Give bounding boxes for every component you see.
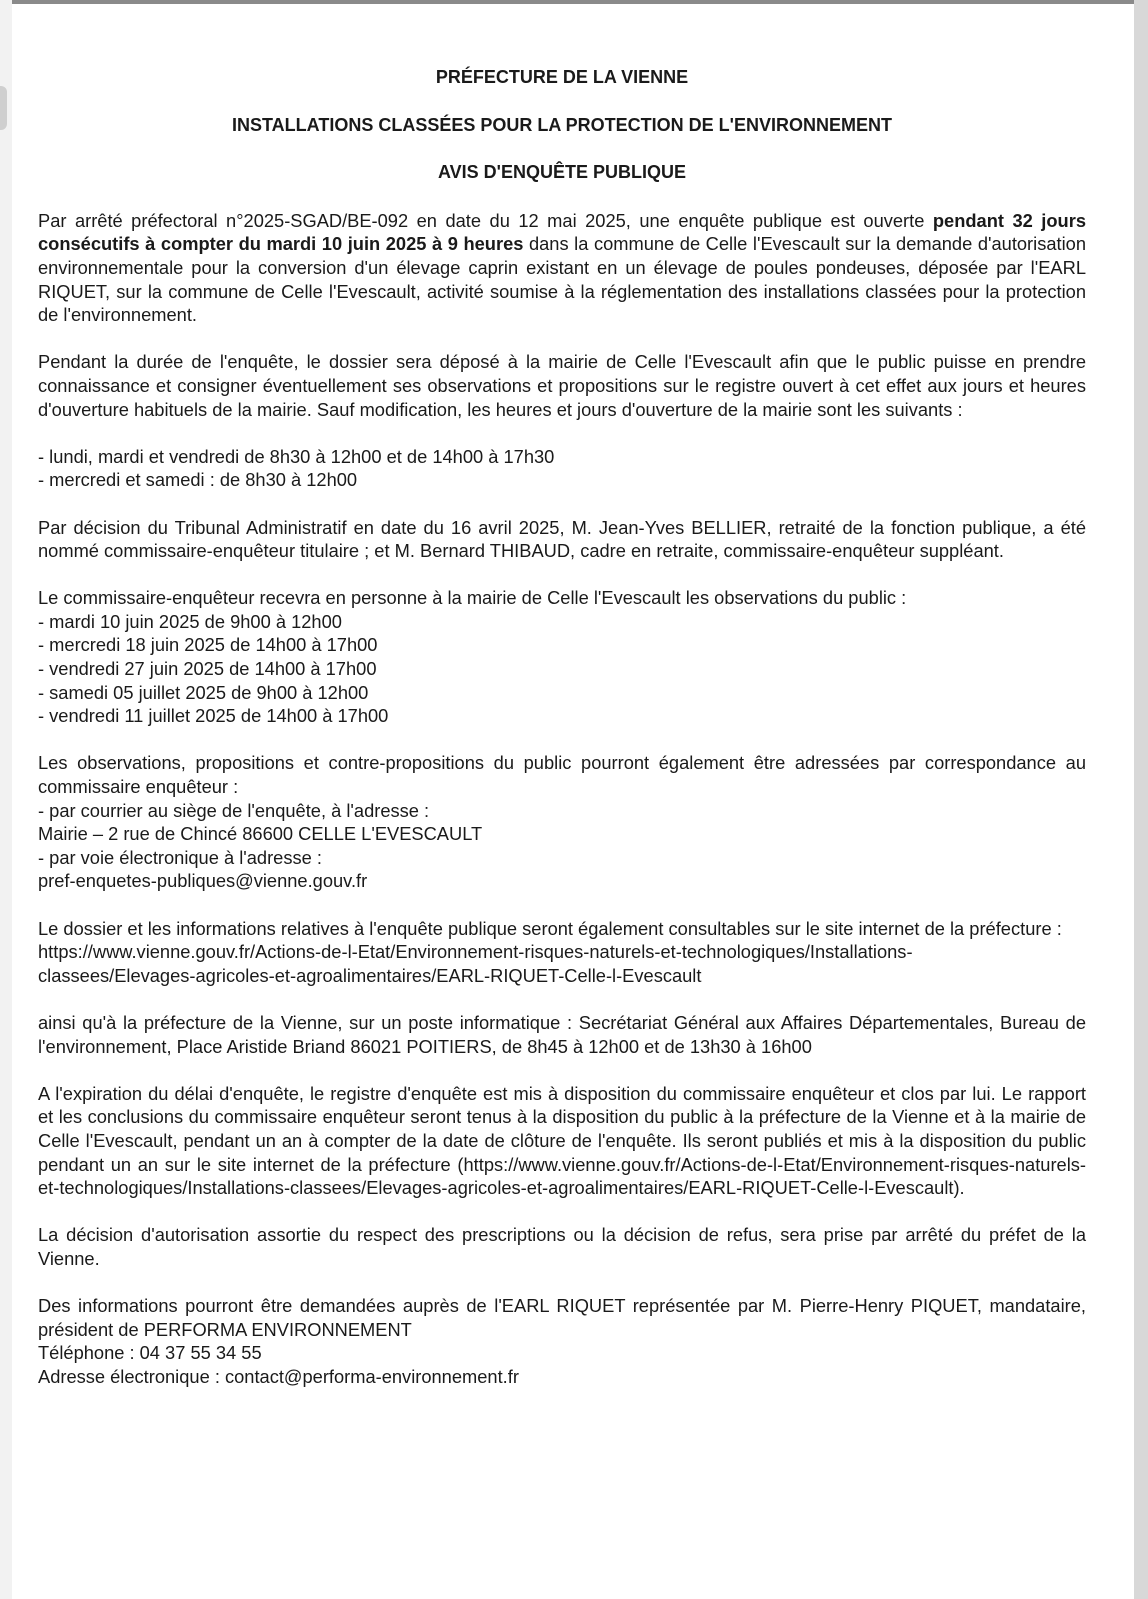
mairie-address: Mairie – 2 rue de Chincé 86600 CELLE L'EVESCAULT bbox=[38, 823, 483, 845]
right-margin bbox=[1134, 0, 1148, 1599]
permanence-date: - vendredi 27 juin 2025 de 14h00 à 17h00 bbox=[38, 658, 377, 680]
heading-prefecture: PRÉFECTURE DE LA VIENNE bbox=[435, 67, 689, 87]
contact-intro: Des informations pourront être demandées auprès de l'EARL RIQUET représentée par M. Pierre-Henry PIQUET, mandataire, président de PERFORMA ENVIRONNEMENT bbox=[38, 1295, 1086, 1340]
opening-hours-list bbox=[38, 445, 1086, 492]
observations-block bbox=[38, 751, 1086, 893]
site-url-line: classees/Elevages-agricoles-et-agroalimentaires/EARL-RIQUET-Celle-l-Evescault bbox=[38, 964, 702, 986]
opening-hours-item: - lundi, mardi et vendredi de 8h30 à 12h00 et de 14h00 à 17h30 bbox=[38, 445, 555, 467]
intro-bold-duration: pendant 32 jours consécutifs à compter du mardi 10 juin 2025 à 9 heures bbox=[38, 209, 1086, 255]
top-border bbox=[0, 0, 1148, 4]
permanence-date: - samedi 05 juillet 2025 de 9h00 à 12h00 bbox=[38, 681, 369, 703]
intro-text-1: Par arrêté préfectoral n°2025-SGAD/BE-092 en date du 12 mai 2025, une enquête publique est ouverte bbox=[38, 209, 933, 231]
left-margin bbox=[0, 0, 12, 1599]
permanences-intro: Le commissaire-enquêteur recevra en personne à la mairie de Celle l'Evescault les observations du public : bbox=[38, 587, 907, 609]
prefecture-email: pref-enquetes-publiques@vienne.gouv.fr bbox=[38, 870, 368, 892]
permanences-list bbox=[38, 586, 1086, 728]
dossier-paragraph: Pendant la durée de l'enquête, le dossier sera déposé à la mairie de Celle l'Evescault afin que le public puisse en prendre connaissance et consigner éventuellement ses observations et propositions sur le registre ouvert à cet effet aux jours et heures d'ouverture habituels de la mairie. Sauf modification, les heures et jours d'ouverture de la mairie sont les suivants : bbox=[38, 351, 1086, 420]
tribunal-paragraph: Par décision du Tribunal Administratif en date du 16 avril 2025, M. Jean-Yves BELLIER, retraité de la fonction publique, a été nommé commissaire-enquêteur titulaire ; et M. Bernard THIBAUD, cadre en retraite, commissaire-enquêteur suppléant. bbox=[38, 516, 1086, 562]
contact-block bbox=[38, 1294, 1086, 1388]
site-intro: Le dossier et les informations relatives à l'enquête publique seront également consultables sur le site internet de la préfecture : bbox=[38, 917, 1062, 939]
site-url-line: https://www.vienne.gouv.fr/Actions-de-l-Etat/Environnement-risques-naturels-et-technologiques/Installations- bbox=[38, 941, 913, 963]
permanence-date: - mardi 10 juin 2025 de 9h00 à 12h00 bbox=[38, 610, 342, 632]
heading-avis: AVIS D'ENQUÊTE PUBLIQUE bbox=[438, 162, 686, 183]
site-block bbox=[38, 917, 1086, 988]
notice-document bbox=[38, 62, 1086, 1412]
permanence-date: - vendredi 11 juillet 2025 de 14h00 à 17h00 bbox=[38, 705, 389, 727]
opening-hours-item: - mercredi et samedi : de 8h30 à 12h00 bbox=[38, 469, 358, 491]
permanence-date: - mercredi 18 juin 2025 de 14h00 à 17h00 bbox=[38, 634, 378, 656]
contact-phone: Téléphone : 04 37 55 34 55 bbox=[38, 1342, 262, 1364]
observations-line: - par voie électronique à l'adresse : bbox=[38, 846, 322, 868]
intro-paragraph bbox=[38, 209, 1086, 327]
decision-paragraph: La décision d'autorisation assortie du respect des prescriptions ou la décision de refus, sera prise par arrêté du préfet de la Vienne. bbox=[38, 1224, 1086, 1269]
poste-paragraph: ainsi qu'à la préfecture de la Vienne, sur un poste informatique : Secrétariat Général aux Affaires Départementales, Bureau de l'environnement, Place Aristide Briand 86021 POITIERS, de 8h45 à 12h00 et de 13h30 à 16h00 bbox=[38, 1011, 1086, 1057]
contact-email: Adresse électronique : contact@performa-environnement.fr bbox=[38, 1365, 519, 1387]
intro-text-2: dans la commune de Celle l'Evescault sur la demande d'autorisation environnementale pour la conversion d'un élevage caprin existant en un élevage de poules pondeuses, déposée par l'EARL RIQUET, sur la commune de Celle l'Evescault, activité soumise à la réglementation des installations classées pour la protection de l'environnement. bbox=[38, 233, 1086, 326]
expiration-paragraph: A l'expiration du délai d'enquête, le registre d'enquête est mis à disposition du commissaire enquêteur et clos par lui. Le rapport et les conclusions du commissaire enquêteur seront tenus à la disposition du public à la préfecture de la Vienne et à la mairie de Celle l'Evescault, pendant un an à compter de la date de clôture de l'enquête. Ils seront publiés et mis à la disposition du public pendant un an sur le site internet de la préfecture (https://www.vienne.gouv.fr/Actions-de-l-Etat/Environnement-risques-naturels-et-technologiques/Installations-classees/Elevages-agricoles-et-agroalimentaires/EARL-RIQUET-Celle-l-Evescault). bbox=[38, 1082, 1086, 1199]
observations-intro: Les observations, propositions et contre-propositions du public pourront également être adressées par correspondance au commissaire enquêteur : bbox=[38, 752, 1086, 798]
observations-line: - par courrier au siège de l'enquête, à l'adresse : bbox=[38, 799, 430, 821]
edge-tab bbox=[0, 86, 7, 130]
heading-installations: INSTALLATIONS CLASSÉES POUR LA PROTECTION DE L'ENVIRONNEMENT bbox=[232, 114, 892, 135]
